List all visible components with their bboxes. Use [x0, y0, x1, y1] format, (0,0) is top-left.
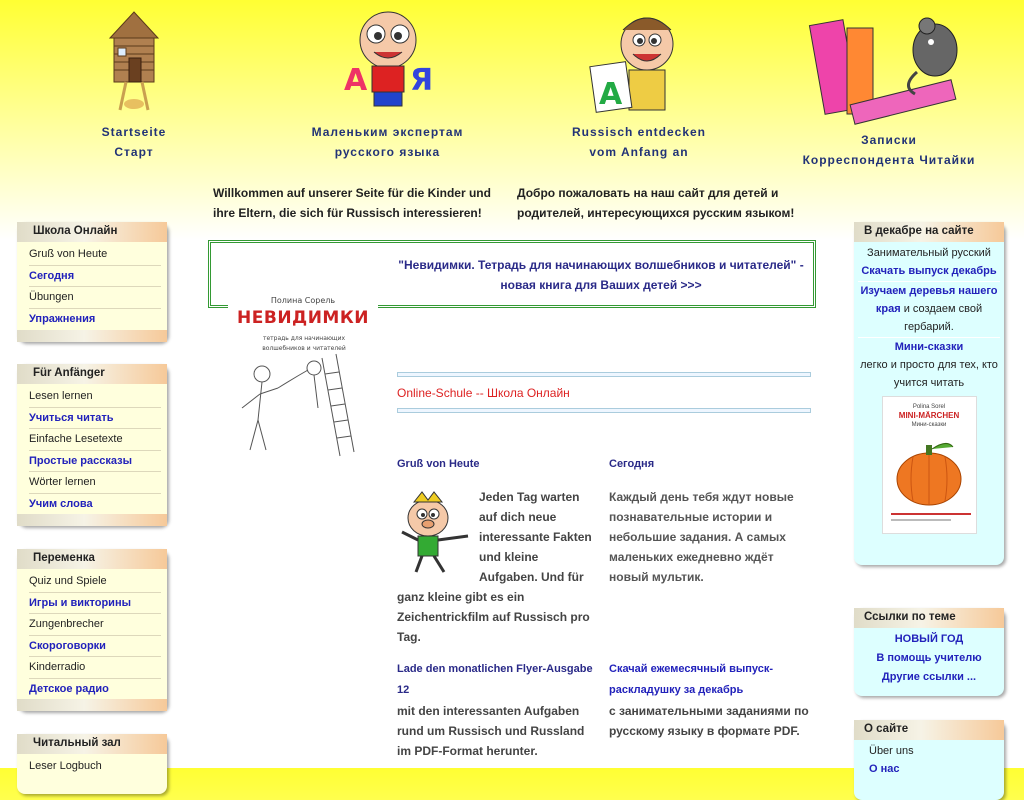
- nav-little-experts-line1[interactable]: Маленьким экспертам: [311, 125, 464, 139]
- sidebox-footer: [17, 330, 167, 342]
- rbox-december: [854, 222, 1004, 565]
- mini-book-subtitle: Мини-сказки: [911, 422, 947, 428]
- sidebar-item-uchim-slova[interactable]: Учим слова: [29, 497, 93, 510]
- text-gruss-von-heute: [397, 487, 597, 647]
- nav-discover-russian[interactable]: [560, 8, 718, 162]
- divider-bottom: [397, 408, 811, 413]
- sidebar-item-quiz-und-spiele[interactable]: Quiz und Spiele: [29, 571, 161, 593]
- mini-book-author: Polina Sorel: [912, 404, 946, 410]
- rbox-link-download-december[interactable]: Скачать выпуск декабрь: [861, 265, 997, 277]
- rbox-links: [854, 608, 1004, 696]
- nav-start-label-de[interactable]: Startseite: [101, 125, 167, 139]
- text-gruss-von-heute-body: Jeden Tag warten auf dich neue interessante Fakten und kleine Aufgaben. Und für ganz kleine gibt es ein Zeichentrickfilm auf Russisch pro Tag.: [397, 490, 592, 644]
- mini-maerchen-book-cover[interactable]: [882, 396, 977, 534]
- sidebar-item-igry-i-viktoriny[interactable]: Игры и викторины: [29, 593, 161, 615]
- sidebar-item-uprazhneniya[interactable]: Упражнения: [29, 312, 96, 325]
- nav-correspondent-line1[interactable]: Записки: [861, 133, 917, 147]
- cartoon-boy-letter-a-icon[interactable]: [587, 8, 691, 116]
- sidebar-item-kinderradio[interactable]: Kinderradio: [29, 657, 161, 679]
- flyer-text-de: mit den interessanten Aufgaben rund um Russisch und Russland im PDF-Format herunter.: [397, 704, 585, 758]
- text-segodnya: Каждый день тебя ждут новые познавательные истории и небольшие задания. А самых маленьких ежедневно ждёт новый мультик.: [609, 490, 794, 584]
- svg-text:Я: Я: [409, 63, 433, 98]
- nav-start[interactable]: [80, 8, 188, 162]
- heading-gruss-von-heute[interactable]: Gruß von Heute: [397, 458, 480, 470]
- rbox-text-entertaining-russian: Занимательный русский: [867, 247, 991, 259]
- nav-start-label-ru[interactable]: Старт: [114, 145, 154, 159]
- books-rat-icon[interactable]: [811, 8, 967, 126]
- rbox-section-1: [858, 244, 1000, 282]
- sidebox-beginners: [17, 364, 167, 526]
- cartoon-boy-letters-icon[interactable]: [326, 8, 450, 116]
- sidebar-item-prostye-rasskazy[interactable]: Простые рассказы: [29, 451, 161, 473]
- sidebar-item-leser-logbuch[interactable]: Leser Logbuch: [29, 760, 102, 772]
- promo-book-link[interactable]: "Невидимки. Тетрадь для начинающих волшебников и читателей" - новая книга для Ваших детей >>>: [398, 258, 804, 292]
- sidebox-reading-room: [17, 734, 167, 794]
- sidebox-title: Переменка: [17, 549, 167, 569]
- sidebar-item-skorogovorki[interactable]: Скороговорки: [29, 636, 161, 658]
- svg-text:А: А: [343, 63, 367, 98]
- rbox-title: В декабре на сайте: [854, 222, 1004, 242]
- sidebox-footer: [17, 699, 167, 711]
- book-subtitle: тетрадь для начинающих волшебников и читателей: [262, 335, 346, 352]
- divider-top: [397, 372, 811, 377]
- sidebox-title: Für Anfänger: [17, 364, 167, 384]
- online-school-link[interactable]: Online-Schule -- Школа Онлайн: [397, 386, 570, 400]
- sidebar-item-segodnya[interactable]: Сегодня: [29, 266, 161, 288]
- svg-text:A: A: [599, 77, 623, 112]
- rbox-text-mini-tales: легко и просто для тех, кто учится читать: [860, 359, 998, 389]
- rbox-link-teacher-help[interactable]: В помощь учителю: [876, 652, 982, 664]
- sidebar-item-woerter-lernen[interactable]: Wörter lernen: [29, 472, 161, 494]
- log-cabin-icon[interactable]: [102, 8, 166, 114]
- promo-book-cover[interactable]: [228, 292, 378, 458]
- sidebox-break: [17, 549, 167, 711]
- rbox-link-ueber-uns[interactable]: Über uns: [869, 745, 914, 757]
- flyer-link-de[interactable]: Lade den monatlichen Flyer-Ausgabe 12: [397, 663, 593, 696]
- rbox-link-mini-tales[interactable]: Мини-сказки: [894, 341, 964, 353]
- book-title: НЕВИДИМКИ: [237, 308, 369, 328]
- flyer-link-ru[interactable]: Скачай ежемесячный выпуск-раскладушку за декабрь: [609, 663, 774, 696]
- welcome-ru: Добро пожаловать на наш сайт для детей и родителей, интересующихся русским языком!: [517, 186, 795, 220]
- rbox-about: [854, 720, 1004, 800]
- sidebar-item-zungenbrecher[interactable]: Zungenbrecher: [29, 614, 161, 636]
- nav-little-experts-line2[interactable]: русского языка: [334, 145, 441, 159]
- nav-correspondent-line2[interactable]: Корреспондента Читайки: [802, 153, 976, 167]
- sidebar-item-lesen-lernen[interactable]: Lesen lernen: [29, 386, 161, 408]
- mini-book-title: MINI-MÄRCHEN: [898, 411, 960, 420]
- sidebar-item-detskoe-radio[interactable]: Детское радио: [29, 682, 109, 695]
- rbox-section-2: [858, 282, 1000, 338]
- nav-discover-russian-line1[interactable]: Russisch entdecken: [571, 125, 707, 139]
- nav-correspondent-notes[interactable]: [796, 8, 982, 170]
- rbox-title: Ссылки по теме: [854, 608, 1004, 628]
- sidebox-title: Читальный зал: [17, 734, 167, 754]
- sidebox-title: Школа Онлайн: [17, 222, 167, 242]
- nav-little-experts[interactable]: [300, 8, 475, 162]
- sidebar-item-einfache-lesetexte[interactable]: Einfache Lesetexte: [29, 429, 161, 451]
- rbox-link-other[interactable]: Другие ссылки ...: [881, 671, 977, 683]
- heading-segodnya[interactable]: Сегодня: [609, 458, 655, 470]
- welcome-de: Willkommen auf unserer Seite für die Kinder und ihre Eltern, die sich für Russisch interessieren!: [213, 186, 491, 220]
- rbox-section-3: [858, 338, 1000, 392]
- flyer-text-ru: с занимательными заданиями по русскому языку в формате PDF.: [609, 704, 809, 738]
- nav-discover-russian-line2[interactable]: vom Anfang an: [589, 145, 689, 159]
- sidebox-online-school: [17, 222, 167, 342]
- rbox-title: О сайте: [854, 720, 1004, 740]
- rbox-link-new-year[interactable]: НОВЫЙ ГОД: [894, 633, 964, 645]
- book-illustration: [228, 348, 378, 458]
- rbox-link-o-nas[interactable]: О нас: [869, 763, 900, 775]
- rbox-text-herbarium: и создаем свой гербарий.: [903, 303, 983, 333]
- rbox-link-trees[interactable]: Изучаем деревья нашего края: [860, 285, 998, 315]
- sidebox-footer: [17, 514, 167, 526]
- book-author: Полина Сорель: [270, 296, 336, 305]
- sidebar-item-uchitsya-chitat[interactable]: Учиться читать: [29, 408, 161, 430]
- pumpkin-illustration: [883, 433, 978, 533]
- sidebar-item-gruss-von-heute[interactable]: Gruß von Heute: [29, 244, 161, 266]
- sidebar-item-uebungen[interactable]: Übungen: [29, 287, 161, 309]
